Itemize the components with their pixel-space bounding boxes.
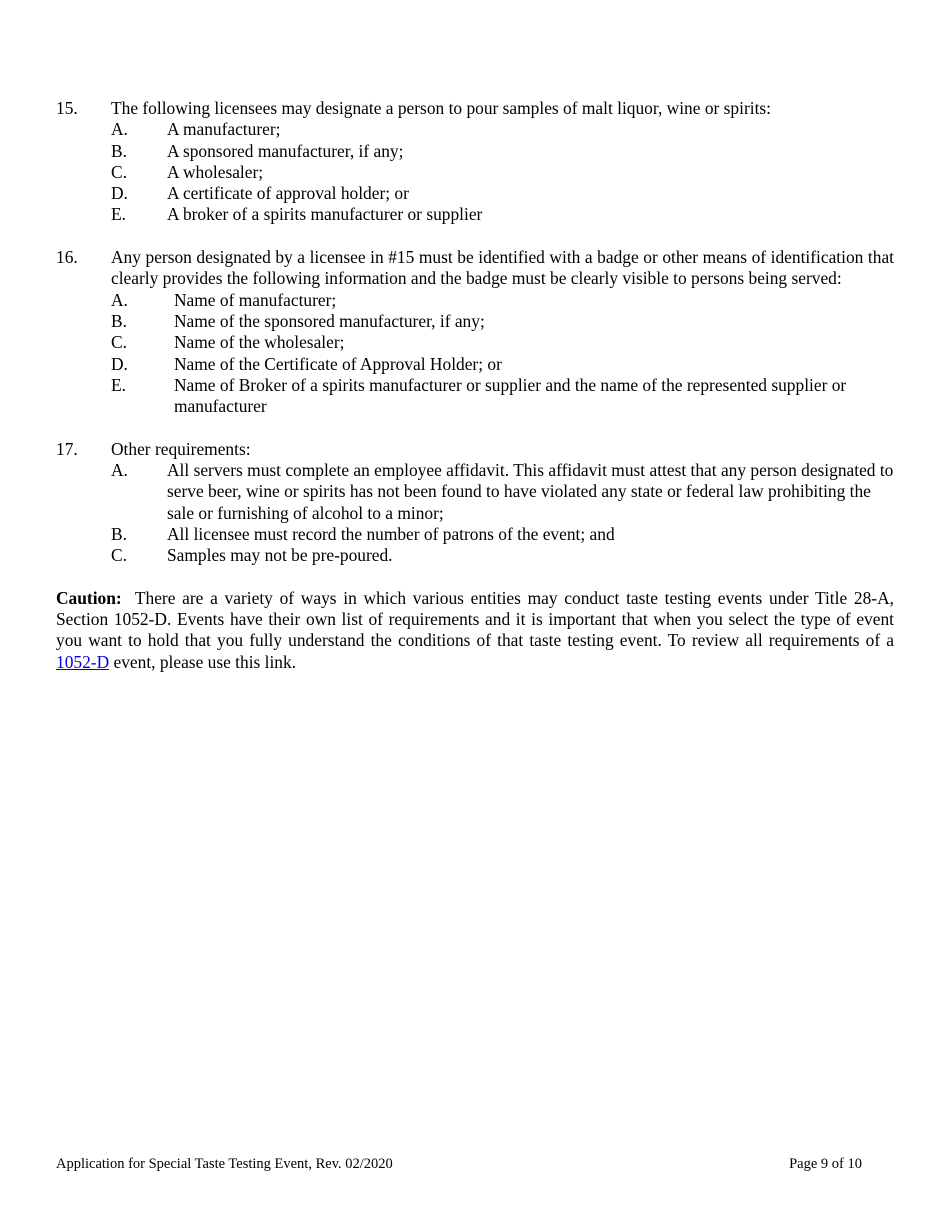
sub-text: Name of the sponsored manufacturer, if any; (174, 310, 485, 331)
statute-link[interactable]: 1052-D (56, 651, 110, 672)
sub-letter: A. (111, 119, 128, 140)
sub-item (111, 119, 894, 140)
sub-item (111, 375, 894, 418)
sub-letter: D. (111, 183, 128, 204)
sub-letter: E. (111, 204, 126, 225)
sub-item (111, 524, 894, 545)
sub-text: Name of Broker of a spirits manufacturer or supplier and the name of the represented supplier or manufacturer (174, 374, 847, 417)
sub-letter: B. (111, 310, 127, 331)
sub-text: A wholesaler; (167, 161, 264, 182)
sub-letter: C. (111, 332, 127, 353)
sub-text: A certificate of approval holder; or (167, 183, 409, 204)
page-number: Page 9 of 10 (789, 1156, 862, 1172)
sub-text: Samples may not be pre-poured. (167, 545, 393, 566)
sub-letter: D. (111, 353, 128, 374)
sub-letter: E. (111, 374, 126, 395)
item-number: 16. (56, 247, 78, 268)
sub-text: A manufacturer; (167, 119, 281, 140)
sub-letter: B. (111, 140, 127, 161)
sub-letter: C. (111, 161, 127, 182)
document-body (56, 98, 894, 690)
sub-item (111, 290, 894, 311)
footer-form-title: Application for Special Taste Testing Event, Rev. 02/2020 (56, 1156, 393, 1172)
sub-item (111, 311, 894, 332)
sub-letter: A. (111, 460, 128, 481)
sub-text: All licensee must record the number of patrons of the event; and (167, 523, 615, 544)
item-text: Other requirements: (111, 438, 251, 459)
sub-letter: C. (111, 545, 127, 566)
caution-label: Caution: (56, 587, 122, 608)
sub-item (111, 141, 894, 162)
sub-letter: B. (111, 523, 127, 544)
sub-item (111, 204, 894, 225)
sub-letter: A. (111, 289, 128, 310)
sub-item (111, 354, 894, 375)
caution-paragraph (56, 588, 894, 673)
item-number: 15. (56, 98, 78, 118)
caution-text-end: event, please use this link. (109, 651, 297, 672)
sub-text: Name of the Certificate of Approval Holder; or (174, 353, 502, 374)
item-text: The following licensees may designate a person to pour samples of malt liquor, wine or spirits: (111, 98, 772, 118)
list-item-17 (56, 439, 894, 567)
sub-text: A sponsored manufacturer, if any; (167, 140, 404, 161)
list-item-16 (56, 247, 894, 417)
page-footer (56, 1156, 862, 1173)
sub-text: A broker of a spirits manufacturer or supplier (167, 204, 483, 225)
sub-text: Name of the wholesaler; (174, 332, 345, 353)
sub-text: All servers must complete an employee affidavit. This affidavit must attest that any person designated to serve beer, wine or spirits has not been found to have violated any state or federal law prohibiting the sale or furnishing of alcohol to a minor; (167, 460, 894, 523)
sub-item (111, 183, 894, 204)
sub-item (111, 460, 894, 524)
sub-item (111, 332, 894, 353)
item-number: 17. (56, 438, 78, 459)
sub-item (111, 545, 894, 566)
sub-item (111, 162, 894, 183)
list-item-15 (56, 98, 894, 226)
caution-text: There are a variety of ways in which various entities may conduct taste testing events under Title 28-A, Section 1052-D. Events have their own list of requirements and it is important that when you select the type of event you want to hold that you fully understand the conditions of that taste testing event. To review all requirements of a (56, 587, 894, 651)
sub-text: Name of manufacturer; (174, 289, 337, 310)
item-text: Any person designated by a licensee in #15 must be identified with a badge or other means of identification that clearly provides the following information and the badge must be clearly visible to persons being served: (111, 247, 894, 289)
